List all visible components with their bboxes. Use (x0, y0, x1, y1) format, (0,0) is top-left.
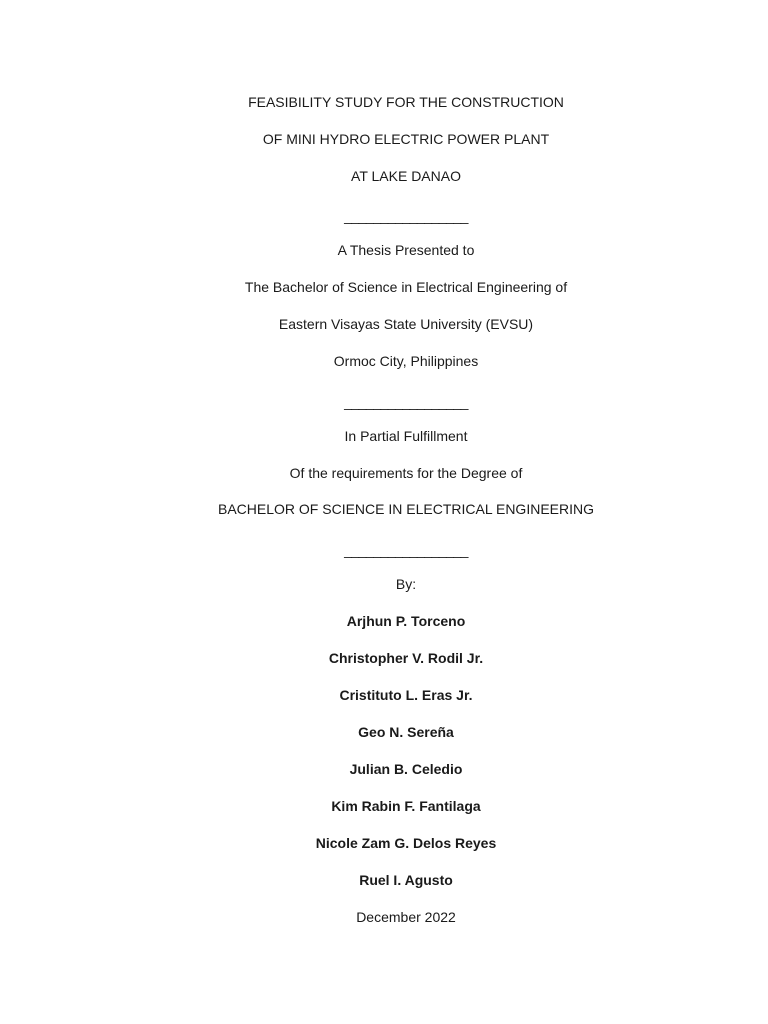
author-name: Julian B. Celedio (349, 761, 463, 777)
author-name: Cristituto L. Eras Jr. (339, 687, 473, 703)
title-line-2: OF MINI HYDRO ELECTRIC POWER PLANT (262, 131, 550, 147)
title-line-3: AT LAKE DANAO (351, 168, 461, 184)
by-label: By: (395, 576, 417, 592)
separator-1: _________________ (344, 208, 468, 224)
university-name: Eastern Visayas State University (EVSU) (278, 316, 534, 332)
submission-date: December 2022 (356, 909, 456, 925)
separator-3: _________________ (344, 542, 468, 558)
author-name: Arjhun P. Torceno (346, 613, 466, 629)
degree-requirement: Of the requirements for the Degree of (289, 465, 523, 481)
author-name: Nicole Zam G. Delos Reyes (315, 835, 497, 851)
author-name: Christopher V. Rodil Jr. (328, 650, 484, 666)
author-name: Kim Rabin F. Fantilaga (331, 798, 481, 814)
presented-to: A Thesis Presented to (337, 242, 475, 258)
university-location: Ormoc City, Philippines (333, 353, 479, 369)
partial-fulfillment: In Partial Fulfillment (344, 428, 468, 444)
degree-name: BACHELOR OF SCIENCE IN ELECTRICAL ENGINEERING (218, 501, 594, 517)
author-name: Ruel I. Agusto (359, 872, 453, 888)
author-name: Geo N. Sereña (358, 724, 454, 740)
separator-2: _________________ (344, 394, 468, 410)
program-name: The Bachelor of Science in Electrical Engineering of (244, 279, 568, 295)
title-line-1: FEASIBILITY STUDY FOR THE CONSTRUCTION (248, 94, 564, 110)
